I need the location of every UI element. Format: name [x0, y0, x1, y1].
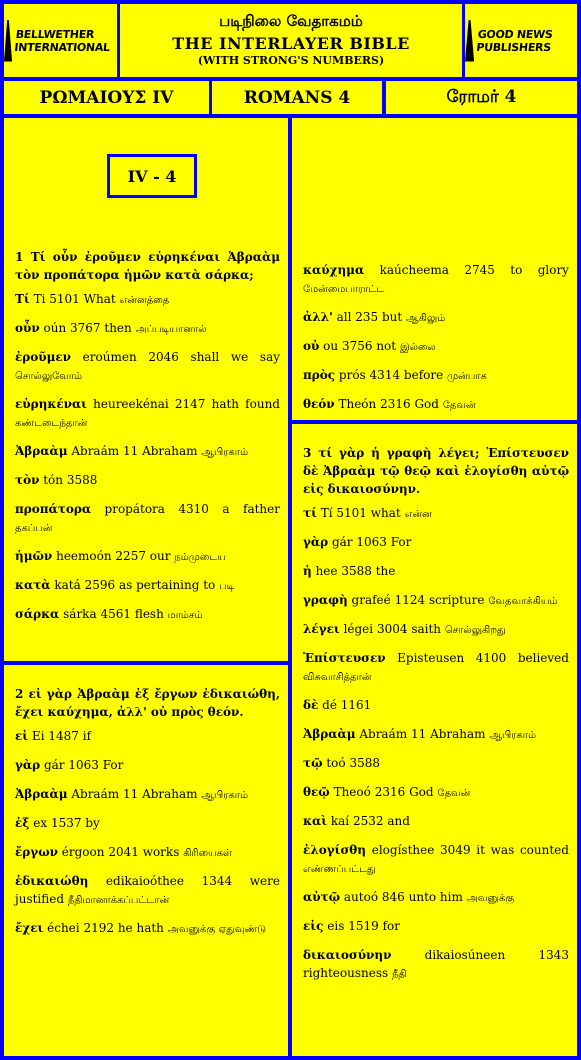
transliteration: sárka — [63, 607, 97, 621]
strong-number: 2596 — [84, 578, 116, 592]
word-entry — [303, 725, 569, 745]
transliteration: tón — [43, 473, 64, 487]
tamil-gloss: ஆபிரகாம் — [201, 790, 248, 801]
greek-word: σάρκα — [15, 607, 60, 621]
transliteration: ex — [33, 816, 48, 830]
word-entry — [303, 783, 569, 803]
strong-number: 2316 — [374, 785, 406, 799]
greek-word: τί — [303, 506, 317, 520]
strong-number: 3756 — [341, 339, 373, 353]
greek-word: εὑρηκέναι — [15, 397, 87, 411]
english-gloss: God — [409, 785, 434, 799]
english-gloss: Abraham — [142, 444, 198, 458]
word-entry — [15, 547, 280, 567]
transliteration: Tí — [320, 506, 333, 520]
english-gloss: For — [390, 535, 412, 549]
strong-number: 5101 — [336, 506, 367, 520]
word-entry — [15, 500, 280, 538]
transliteration: ou — [323, 339, 339, 353]
verse1-panel — [4, 118, 288, 661]
greek-word: θεόν — [303, 397, 335, 411]
greek-word: γραφὴ — [303, 593, 348, 607]
word-entry — [15, 348, 280, 386]
english-gloss: the — [375, 564, 396, 578]
transliteration: grafeé — [351, 593, 391, 607]
strong-number: 3588 — [66, 473, 98, 487]
greek-word: δὲ — [303, 698, 319, 712]
transliteration: kaí — [330, 814, 350, 828]
english-gloss: shall we say — [190, 350, 280, 364]
strong-number: 4100 — [475, 651, 507, 665]
tamil-gloss: முன்பாக — [447, 371, 487, 382]
transliteration: Abraám — [71, 444, 120, 458]
transliteration: Ti — [33, 292, 46, 306]
word-entry — [15, 872, 280, 910]
verse1-continued-panel — [292, 118, 577, 420]
page-title — [120, 4, 462, 77]
english-gloss: unto him — [408, 890, 463, 904]
verse3-panel — [292, 424, 577, 1056]
strong-number: 1063 — [356, 535, 387, 549]
tamil-gloss: என்னத்தை — [119, 295, 170, 306]
english-gloss: works — [142, 845, 180, 859]
transliteration: gár — [43, 758, 65, 772]
title-tamil: படிநிலை வேதாகமம் — [219, 12, 363, 30]
word-entry — [303, 366, 569, 386]
verse1-continued-word-list — [303, 261, 569, 415]
tamil-gloss: ஆபிரகாம் — [201, 447, 248, 458]
strong-number: 2192 — [83, 921, 114, 935]
strong-number: 2046 — [148, 350, 179, 364]
tamil-gloss: நீதி — [392, 969, 407, 980]
strong-number: 1343 — [538, 948, 569, 962]
transliteration: heureekénai — [93, 397, 169, 411]
transliteration: Abraám — [71, 787, 120, 801]
strong-number: 5101 — [49, 292, 80, 306]
title-english: THE INTERLAYER BIBLE — [172, 34, 410, 53]
word-entry — [15, 814, 280, 834]
greek-word: καὶ — [303, 814, 328, 828]
greek-word: γὰρ — [15, 758, 41, 772]
word-entry — [303, 533, 569, 553]
strong-number: 11 — [122, 787, 139, 801]
tamil-gloss: அவனுக்கு ஏதுவுண்டு — [167, 924, 267, 935]
strong-number: 2147 — [174, 397, 206, 411]
verse1-greek-text: 1 Τί οὖν ἐροῦμεν εὑρηκέναι Ἀβραὰμ τὸν προπάτορα ἡμῶν κατὰ σάρκα; — [15, 250, 280, 282]
greek-word: ἐξ — [15, 816, 30, 830]
word-entry — [303, 696, 569, 716]
english-gloss: our — [149, 549, 171, 563]
greek-word: λέγει — [303, 622, 340, 636]
greek-word: εἰ — [15, 729, 29, 743]
english-gloss: Abraham — [142, 787, 198, 801]
transliteration: légei — [343, 622, 374, 636]
english-gloss: For — [102, 758, 124, 772]
greek-word: ἐδικαιώθη — [15, 874, 89, 888]
english-gloss: as pertaining to — [118, 578, 216, 592]
strong-number: 1537 — [50, 816, 82, 830]
strong-number: 2041 — [108, 845, 139, 859]
tamil-gloss: என்ன — [404, 509, 432, 520]
tamil-gloss: மாம்சம் — [167, 610, 203, 621]
bellwether-logo — [4, 4, 117, 77]
english-gloss: if — [82, 729, 92, 743]
strong-number: 1344 — [201, 874, 233, 888]
transliteration: edikaioóthee — [105, 874, 184, 888]
strong-number: 1063 — [68, 758, 99, 772]
english-gloss: to glory — [510, 263, 569, 277]
tamil-gloss: சொல்லுகிறது — [444, 625, 506, 636]
greek-word: τῷ — [303, 756, 323, 770]
transliteration: Episteusen — [397, 651, 465, 665]
title-subtitle: (WITH STRONG'S NUMBERS) — [197, 54, 385, 67]
word-entry — [303, 395, 569, 415]
strong-number: 4314 — [369, 368, 401, 382]
verse2-panel — [4, 665, 288, 1056]
word-entry — [303, 620, 569, 640]
verse2-word-list — [15, 727, 280, 939]
english-gloss: and — [387, 814, 410, 828]
greek-word: ἀλλ' — [303, 310, 333, 324]
tamil-gloss: தேவன் — [442, 400, 476, 411]
word-entry — [303, 812, 569, 832]
english-gloss: then — [104, 321, 132, 335]
transliteration: toó — [326, 756, 346, 770]
english-gloss: What — [83, 292, 116, 306]
word-entry — [15, 319, 280, 339]
word-entry — [303, 308, 569, 328]
tamil-gloss: அவனுக்கு — [466, 893, 515, 904]
reference-tamil: ரோமர் 4 — [386, 81, 577, 114]
strong-number: 3004 — [376, 622, 408, 636]
english-gloss: it was counted — [476, 843, 569, 857]
greek-word: πρὸς — [303, 368, 336, 382]
greek-word: ἡ — [303, 564, 312, 578]
greek-word: εἰς — [303, 919, 324, 933]
transliteration: Abraám — [359, 727, 408, 741]
tower-icon — [465, 20, 474, 62]
tamil-gloss: ஆகிலும் — [406, 313, 446, 324]
tamil-gloss: சொல்லுவோம் — [15, 371, 83, 382]
english-gloss: he hath — [117, 921, 164, 935]
reference-english: ROMANS 4 — [212, 81, 382, 114]
word-entry — [15, 605, 280, 625]
greek-word: κατὰ — [15, 578, 51, 592]
word-entry — [15, 395, 280, 433]
strong-number: 4310 — [178, 502, 209, 516]
word-entry — [303, 337, 569, 357]
greek-word: ἔχει — [15, 921, 44, 935]
verse2-greek-text: 2 εἰ γὰρ Ἀβραὰμ ἐξ ἔργων ἐδικαιώθη, ἔχει καύχημα, ἀλλ' οὐ πρὸς θεόν. — [15, 687, 280, 719]
word-entry — [15, 727, 280, 747]
transliteration: prós — [338, 368, 366, 382]
english-gloss: scripture — [428, 593, 485, 607]
chapter-verse-box: IV - 4 — [107, 154, 197, 198]
strong-number: 235 — [355, 310, 379, 324]
word-entry — [303, 888, 569, 908]
transliteration: dikaiosúneen — [424, 948, 506, 962]
english-gloss: for — [382, 919, 400, 933]
english-gloss: what — [370, 506, 401, 520]
english-gloss: Abraham — [430, 727, 486, 741]
english-gloss: flesh — [134, 607, 164, 621]
tamil-gloss: தேவன் — [437, 788, 471, 799]
strong-number: 2316 — [380, 397, 411, 411]
english-gloss: not — [376, 339, 397, 353]
strong-number: 3767 — [70, 321, 101, 335]
bell-tower-icon — [4, 20, 12, 62]
greek-word: τὸν — [15, 473, 40, 487]
strong-number: 4561 — [100, 607, 131, 621]
strong-number: 2257 — [115, 549, 146, 563]
word-entry — [303, 261, 569, 299]
word-entry — [303, 591, 569, 611]
word-entry — [15, 290, 280, 310]
strong-number: 11 — [410, 727, 427, 741]
word-entry — [303, 649, 569, 687]
english-gloss: but — [381, 310, 403, 324]
good-news-logo — [465, 4, 577, 77]
greek-word: καύχημα — [303, 263, 365, 277]
transliteration: érgoon — [61, 845, 105, 859]
greek-word: Ἀβραὰμ — [15, 787, 68, 801]
word-entry — [303, 562, 569, 582]
greek-word: οὖν — [15, 321, 40, 335]
word-entry — [303, 504, 569, 524]
transliteration: oún — [43, 321, 67, 335]
english-gloss: believed — [517, 651, 569, 665]
tamil-gloss: கண்டடைந்தான் — [15, 418, 88, 429]
greek-word: Τί — [15, 292, 30, 306]
strong-number: 1124 — [394, 593, 426, 607]
english-gloss: righteousness — [303, 966, 389, 980]
word-entry — [303, 754, 569, 774]
transliteration: Theoó — [333, 785, 371, 799]
strong-number: 846 — [381, 890, 405, 904]
greek-word: Ἐπίστευσεν — [303, 651, 386, 665]
tamil-gloss: இல்லை — [399, 342, 436, 353]
tamil-gloss: ஆபிரகாம் — [489, 730, 536, 741]
transliteration: eroúmen — [82, 350, 137, 364]
transliteration: hee — [315, 564, 338, 578]
greek-word: δικαιοσύνην — [303, 948, 392, 962]
verse1-word-list — [15, 290, 280, 625]
bellwether-logo-text: BELLWETHER INTERNATIONAL — [13, 27, 111, 54]
transliteration: Theón — [338, 397, 377, 411]
tamil-gloss: வேதவாக்கியம் — [488, 596, 558, 607]
english-gloss: before — [403, 368, 444, 382]
transliteration: gár — [331, 535, 353, 549]
verse3-greek-text: 3 τί γὰρ ἡ γραφὴ λέγει; Ἐπίστευσεν δὲ Ἀβραὰμ τῷ θεῷ καὶ ἐλογίσθη αὐτῷ εἰς δικαιοσύνην. — [303, 446, 569, 496]
greek-word: θεῷ — [303, 785, 330, 799]
strong-number: 11 — [122, 444, 139, 458]
strong-number: 2532 — [352, 814, 384, 828]
reference-greek: ΡΩΜΑΙΟΥΣ IV — [4, 81, 209, 114]
word-entry — [15, 919, 280, 939]
transliteration: dé — [322, 698, 337, 712]
transliteration: kaúcheema — [379, 263, 449, 277]
greek-word: προπάτορα — [15, 502, 92, 516]
word-entry — [15, 756, 280, 776]
transliteration: Ei — [31, 729, 45, 743]
greek-word: ἔργων — [15, 845, 58, 859]
greek-word: αὐτῷ — [303, 890, 341, 904]
tamil-gloss: விசுவாசித்தான் — [303, 672, 372, 683]
strong-number: 1487 — [48, 729, 79, 743]
verse3-word-list — [303, 504, 569, 984]
word-entry — [303, 917, 569, 937]
greek-word: ἡμῶν — [15, 549, 53, 563]
transliteration: échei — [47, 921, 80, 935]
english-gloss: by — [85, 816, 100, 830]
greek-word: γὰρ — [303, 535, 329, 549]
tamil-gloss: அப்படியானால் — [135, 324, 207, 335]
good-news-logo-text: GOOD NEWS PUBLISHERS — [475, 27, 554, 54]
transliteration: eis — [327, 919, 345, 933]
transliteration: elogísthee — [371, 843, 435, 857]
transliteration: all — [336, 310, 352, 324]
tamil-gloss: தகப்பன் — [15, 523, 53, 534]
transliteration: autoó — [343, 890, 379, 904]
greek-word: ἐροῦμεν — [15, 350, 72, 364]
transliteration: propátora — [104, 502, 165, 516]
word-entry — [303, 841, 569, 879]
strong-number: 1161 — [340, 698, 372, 712]
strong-number: 3588 — [341, 564, 372, 578]
word-entry — [15, 785, 280, 805]
greek-word: ἐλογίσθη — [303, 843, 367, 857]
strong-number: 1519 — [348, 919, 379, 933]
english-gloss: a father — [222, 502, 280, 516]
word-entry — [15, 576, 280, 596]
word-entry — [15, 843, 280, 863]
english-gloss: hath found — [211, 397, 280, 411]
greek-word: Ἀβραὰμ — [15, 444, 68, 458]
word-entry — [15, 471, 280, 491]
strong-number: 3049 — [440, 843, 471, 857]
tamil-gloss: படி — [219, 581, 235, 592]
english-gloss: God — [414, 397, 439, 411]
transliteration: katá — [54, 578, 81, 592]
strong-number: 2745 — [464, 263, 495, 277]
tamil-gloss: மேன்மைபாராட்ட — [303, 284, 385, 295]
word-entry — [303, 946, 569, 984]
tamil-gloss: கிரியைகள் — [183, 848, 233, 859]
transliteration: heemoón — [56, 549, 112, 563]
strong-number: 3588 — [349, 756, 380, 770]
tamil-gloss: நீதிமானாக்கப்பட்டான் — [67, 895, 170, 906]
greek-word: οὐ — [303, 339, 320, 353]
greek-word: Ἀβραὰμ — [303, 727, 356, 741]
english-gloss: saith — [411, 622, 442, 636]
tamil-gloss: நம்முடைய — [174, 552, 226, 563]
tamil-gloss: எண்ணப்பட்டது — [303, 864, 376, 875]
english-gloss: were justified — [15, 874, 280, 906]
word-entry — [15, 442, 280, 462]
